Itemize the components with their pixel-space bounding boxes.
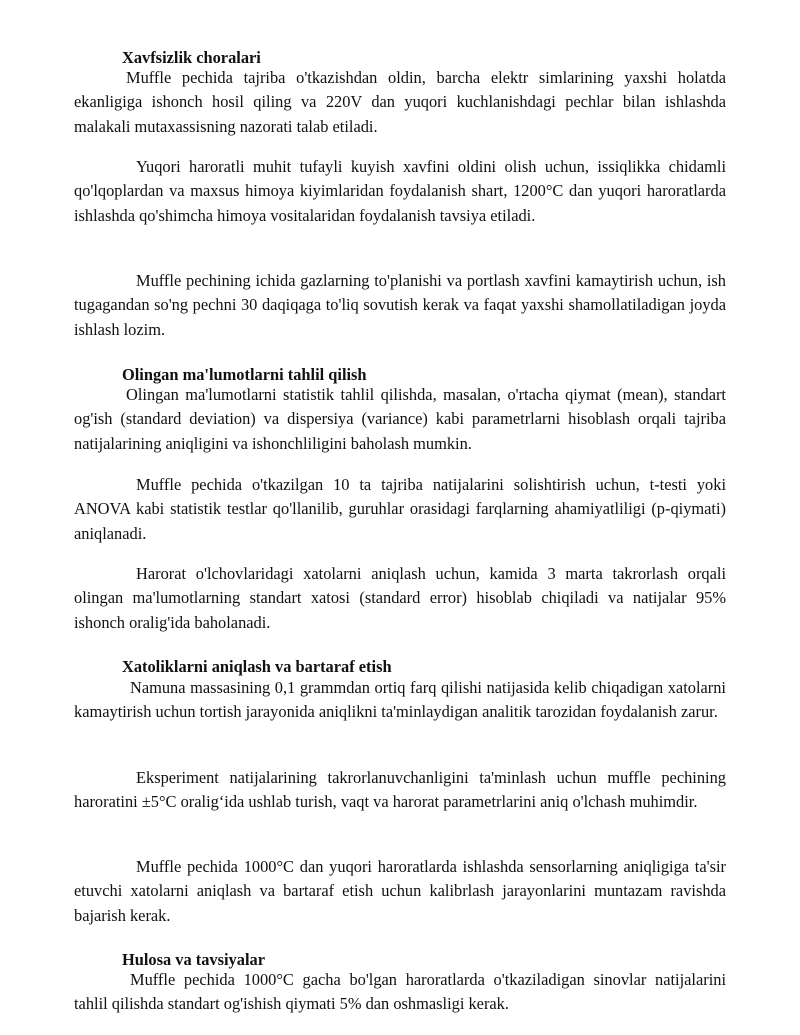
section-heading-analysis: Olingan ma'lumotlarni tahlil qilish: [122, 365, 367, 384]
paragraph-conclusion-1: Muffle pechida 1000°C gacha bo'lgan haroratlarda o'tkaziladigan sinovlar natijalarini tahlil qilishda standart og'ishish qiymati 5% dan oshmasligi kerak.: [74, 970, 726, 1014]
paragraph-analysis-1: Olingan ma'lumotlarni statistik tahlil qilishda, masalan, o'rtacha qiymat (mean), standart og'ish (standard deviation) va dispersiya (variance) kabi parametrlarni hisoblash orqali tajriba natijalarining aniqligini va ishonchliligini baholash mumkin.: [74, 385, 726, 453]
section-heading-conclusion: Hulosa va tavsiyalar: [122, 950, 265, 969]
paragraph-safety-2: Yuqori haroratli muhit tufayli kuyish xavfini oldini olish uchun, issiqlikka chidamli qo'lqoplardan va maxsus himoya kiyimlaridan foydalanish shart, 1200°C dan yuqori haroratlarda ishlashda qo'shimcha himoya vositalaridan foydalanish tavsiya etiladi.: [74, 157, 726, 225]
section-heading-safety: Xavfsizlik choralari: [122, 48, 261, 67]
paragraph-errors-1: Namuna massasining 0,1 grammdan ortiq farq qilishi natijasida kelib chiqadigan xatolarni kamaytirish uchun tortish jarayonida aniqlikni ta'minlaydigan analitik tarozidan foydalanish zarur.: [74, 678, 726, 722]
paragraph-errors-2: Eksperiment natijalarining takrorlanuvchanligini ta'minlash uchun muffle pechining haroratini ±5°C oralig‘ida ushlab turish, vaqt va harorat parametrlarini aniq o'lchash muhimdir.: [74, 768, 726, 812]
section-heading-errors: Xatoliklarni aniqlash va bartaraf etish: [122, 657, 392, 676]
paragraph-analysis-3: Harorat o'lchovlaridagi xatolarni aniqlash uchun, kamida 3 marta takrorlash orqali olingan ma'lumotlarning standart xatosi (standard error) hisoblab chiqiladi va natijalar 95% ishonch oralig'ida baholanadi.: [74, 564, 726, 632]
paragraph-analysis-2: Muffle pechida o'tkazilgan 10 ta tajriba natijalarini solishtirish uchun, t-testi yoki ANOVA kabi statistik testlar qo'llanilib, guruhlar orasidagi farqlarning ahamiyatliligi (p-qiymati) aniqlanadi.: [74, 475, 726, 543]
paragraph-errors-3: Muffle pechida 1000°C dan yuqori haroratlarda ishlashda sensorlarning aniqligiga ta'sir etuvchi xatolarni aniqlash va bartaraf etish uchun kalibrlash jarayonlarini muntazam ravishda bajarish kerak.: [74, 857, 726, 925]
paragraph-safety-1: Muffle pechida tajriba o'tkazishdan oldin, barcha elektr simlarining yaxshi holatda ekanligiga ishonch hosil qiling va 220V dan yuqori kuchlanishdagi pechlar bilan ishlashda malakali mutaxassisning nazorati talab etiladi.: [74, 68, 726, 136]
paragraph-safety-3: Muffle pechining ichida gazlarning to'planishi va portlash xavfini kamaytirish uchun, ish tugagandan so'ng pechni 30 daqiqaga to'liq sovutish kerak va faqat yaxshi shamollatiladigan joyda ishlash lozim.: [74, 271, 726, 339]
